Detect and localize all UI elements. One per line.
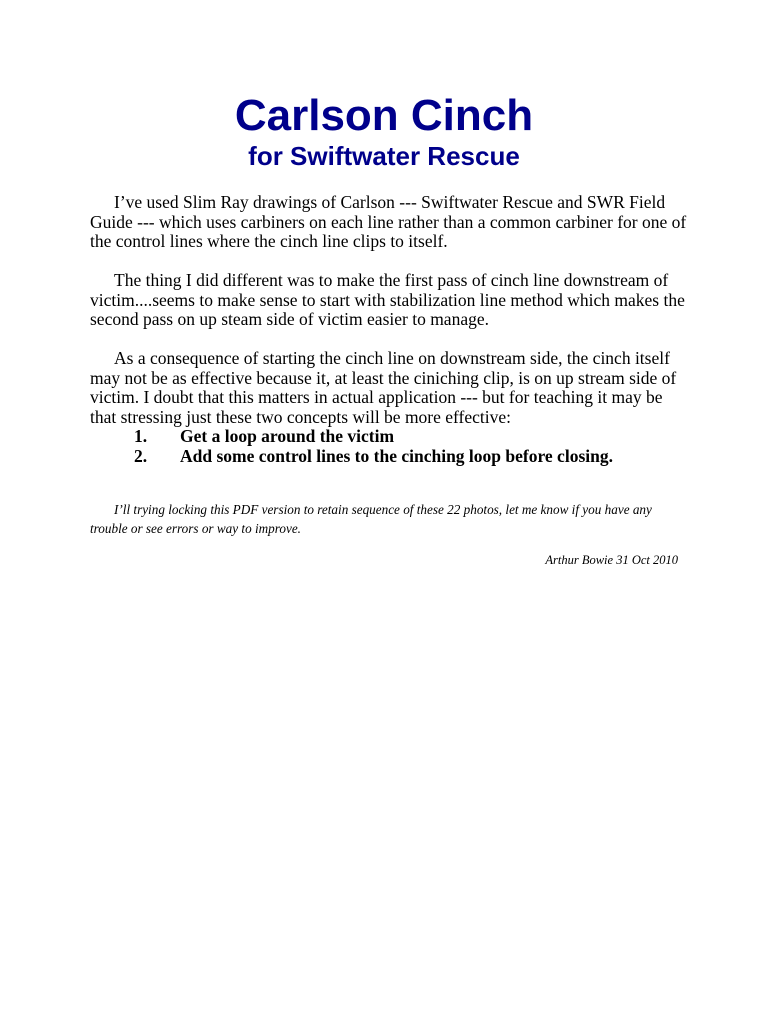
list-item <box>90 427 690 447</box>
paragraph-1: I’ve used Slim Ray drawings of Carlson --- Swiftwater Rescue and SWR Field Guide --- which uses carbiners on each line rather than a common carbiner for one of the control lines where the cinch line clips to itself. <box>90 192 687 251</box>
list-item-text: Add some control lines to the cinching loop before closing. <box>180 445 613 466</box>
paragraph-2: The thing I did different was to make the first pass of cinch line downstream of victim....seems to make sense to start with stabilization line method which makes the second pass on up steam side of victim easier to manage. <box>90 270 685 329</box>
document-subtitle: for Swiftwater Rescue <box>248 141 520 171</box>
signature-line: Arthur Bowie 31 Oct 2010 <box>545 553 678 567</box>
document-body <box>90 193 690 466</box>
list-item-number: 1. <box>134 426 148 446</box>
author-note: I’ll trying locking this PDF version to retain sequence of these 22 photos, let me know if you have any trouble or see errors or way to improve. <box>90 502 652 536</box>
list-item-text: Get a loop around the victim <box>180 426 395 446</box>
paragraph-3: As a consequence of starting the cinch line on downstream side, the cinch itself may not be as effective because it, at least the ciniching clip, is on up stream side of victim. I doubt that this matters in actual application --- but for teaching it may be that stressing just these two concepts will be more effective: <box>90 348 677 427</box>
list-item <box>90 447 690 467</box>
concept-list <box>90 427 690 466</box>
document-title: Carlson Cinch <box>234 91 534 140</box>
list-item-number: 2. <box>134 445 148 466</box>
